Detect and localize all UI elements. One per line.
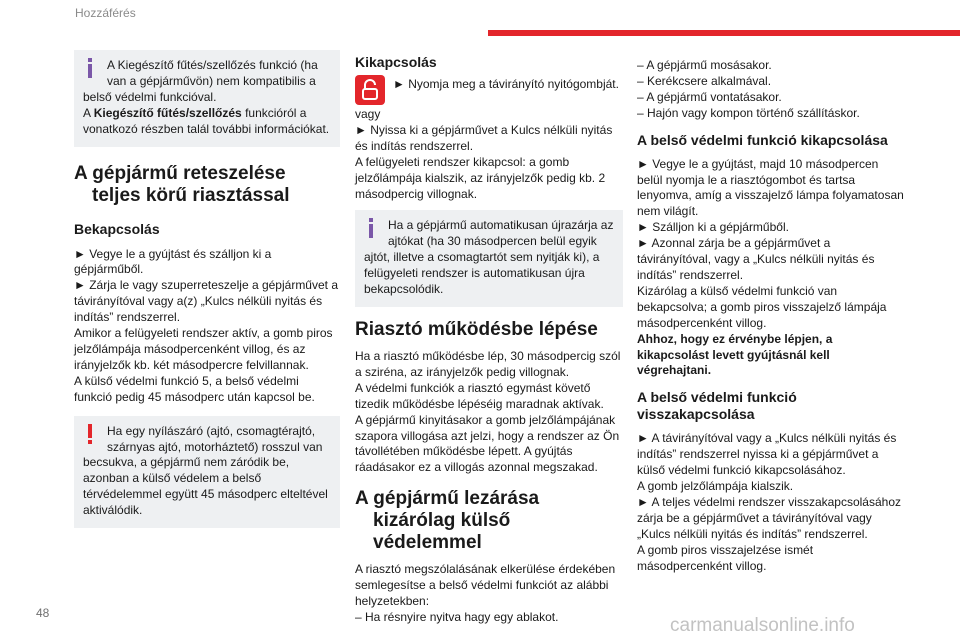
body-paragraph: – Ha résnyire nyitva hagy egy ablakot. xyxy=(355,609,559,624)
heading-lock-exterior-only: A gépjármű lezárása kizárólag külső védelemmel xyxy=(355,488,540,554)
header-accent-bar xyxy=(488,30,960,36)
heading-alarm-triggering: Riasztó működésbe lépése xyxy=(355,318,598,340)
info-note xyxy=(74,50,340,147)
list-item: – A gépjármű mosásakor. xyxy=(637,58,772,72)
info-icon xyxy=(83,58,105,80)
body-paragraph: Amikor a felügyeleti rendszer aktív, a gomb piros jelzőlámpája másodpercenként villog, és az irányjelzők kb. két másodpercre felvillannak. xyxy=(74,326,333,372)
unlock-icon xyxy=(355,75,385,105)
note-text: A Kiegészítő fűtés/szellőzés funkció (ha van a gépjárművön) nem kompatibilis a belső védelmi funkcióval. xyxy=(83,58,318,104)
body-paragraph: Ha a riasztó működésbe lép, 30 másodpercig szól a sziréna, az irányjelzők pedig villognak. xyxy=(355,348,621,379)
body-paragraph: ► Zárja le vagy szuperreteszelje a gépjárművet a távirányítóval vagy a(z) „Kulcs nélküli nyitás és indítás” rendszerrel. xyxy=(74,278,338,325)
info-icon xyxy=(364,218,386,240)
body-paragraph: ► A távirányítóval vagy a „Kulcs nélküli nyitás és indítás” rendszerrel nyissa ki a gépjárművet a külső védelmi funkció kikapcsolásához. xyxy=(637,431,897,478)
list-item: – A gépjármű vontatásakor. xyxy=(637,89,782,104)
warning-note xyxy=(74,416,340,528)
warning-icon xyxy=(83,424,105,446)
body-paragraph: A felügyeleti rendszer kikapcsol: a gomb jelzőlámpája kialszik, az irányjelzők pedig kb. 2 másodpercig villognak. xyxy=(355,154,606,201)
watermark: carmanualsonline.info xyxy=(670,615,855,636)
subheading-interior-off: A belső védelmi funkció kikapcsolása xyxy=(637,131,888,148)
body-paragraph: ► Vegye le a gyújtást, majd 10 másodpercen belül nyomja le a riasztógombot és tartsa lenyomva, amíg a visszajelző lámpa folyamatosan nem világít. xyxy=(637,156,904,219)
unlock-text: ► Nyomja meg a távirányító nyitógombját. xyxy=(393,77,619,91)
column-1 xyxy=(74,50,340,536)
bold-note: Ahhoz, hogy ez érvénybe lépjen, a kikapcsolást levett gyújtásnál kell végrehajtani. xyxy=(637,331,833,378)
note-text-2: A Kiegészítő fűtés/szellőzés funkcióról a vonatkozó részben talál további információkat. xyxy=(83,105,330,136)
section-title: Hozzáférés xyxy=(75,6,136,20)
unlock-instruction xyxy=(355,75,623,105)
body-paragraph: A riasztó megszólalásának elkerülése érdekében semlegesítse a belső védelmi funkciót az alábbi helyzetekben: xyxy=(355,562,616,609)
body-paragraph: A védelmi funkciók a riasztó egymást követő tizedik működésbe lépéséig maradnak aktívak. xyxy=(355,380,604,411)
body-paragraph: ► Nyissa ki a gépjárművet a Kulcs nélküli nyitás és indítás rendszerrel. xyxy=(355,122,613,153)
body-paragraph: ► Szálljon ki a gépjárműből. xyxy=(637,220,789,235)
heading-lock-full-alarm: A gépjármű reteszelése teljes körű riasztással xyxy=(74,162,290,206)
subheading-activation: Bekapcsolás xyxy=(74,220,160,237)
body-paragraph: A gomb jelzőlámpája kialszik. xyxy=(637,479,794,494)
list-item: – Hajón vagy kompon történő szállításkor. xyxy=(637,105,860,120)
note-text: Ha a gépjármű automatikusan újrazárja az ajtókat (ha 30 másodpercen belül egyik ajtót, illetve a csomagtartót sem nyitják ki), a felügyeleti rendszer is automatikusan újra bekapcsolódik. xyxy=(364,218,614,297)
body-paragraph: A külső védelmi funkció 5, a belső védelmi funkció pedig 45 másodperc után kapcsol be. xyxy=(74,373,315,404)
column-2 xyxy=(355,50,623,626)
body-paragraph: ► Azonnal zárja be a gépjárművet a távirányítóval, vagy a „Kulcs nélküli nyitás és indítás” rendszerrel. xyxy=(637,236,875,282)
page-number: 48 xyxy=(36,606,50,620)
column-3 xyxy=(637,58,905,574)
body-paragraph: Kizárólag a külső védelmi funkció van bekapcsolva; a gomb piros visszajelző lámpája másodpercenként villog. xyxy=(637,283,887,330)
subheading-interior-on: A belső védelmi funkció visszakapcsolása xyxy=(637,389,797,423)
body-paragraph: A gomb piros visszajelzése ismét másodpercenként villog. xyxy=(637,542,814,573)
subheading-deactivation: Kikapcsolás xyxy=(355,54,437,70)
info-note xyxy=(355,210,623,307)
warning-text: Ha egy nyílászáró (ajtó, csomagtérajtó, szárnyas ajtó, motorháztető) rosszul van becsukva, a gépjármű nem záródik be, azonban a külső védelem a belső térvédelemmel együtt 45 másodperc elteltével aktiválódik. xyxy=(83,423,328,518)
list-item: – Kerékcsere alkalmával. xyxy=(637,73,772,88)
body-paragraph: A gépjármű kinyitásakor a gomb jelzőlámpájának szapora villogása azt jelzi, hogy a rendszer az Ön távollétében működésbe lépett. A gyújtás ráadásakor ez a villogás azonnal megszakad. xyxy=(355,412,620,475)
body-paragraph: ► A teljes védelmi rendszer visszakapcsolásához zárja be a gépjárművet a távirányítóval vagy „Kulcs nélküli nyitás és indítás” rendszerrel. xyxy=(637,494,901,541)
body-paragraph: vagy xyxy=(355,107,381,121)
body-paragraph: ► Vegye le a gyújtást és szálljon ki a gépjárműből. xyxy=(74,246,272,277)
